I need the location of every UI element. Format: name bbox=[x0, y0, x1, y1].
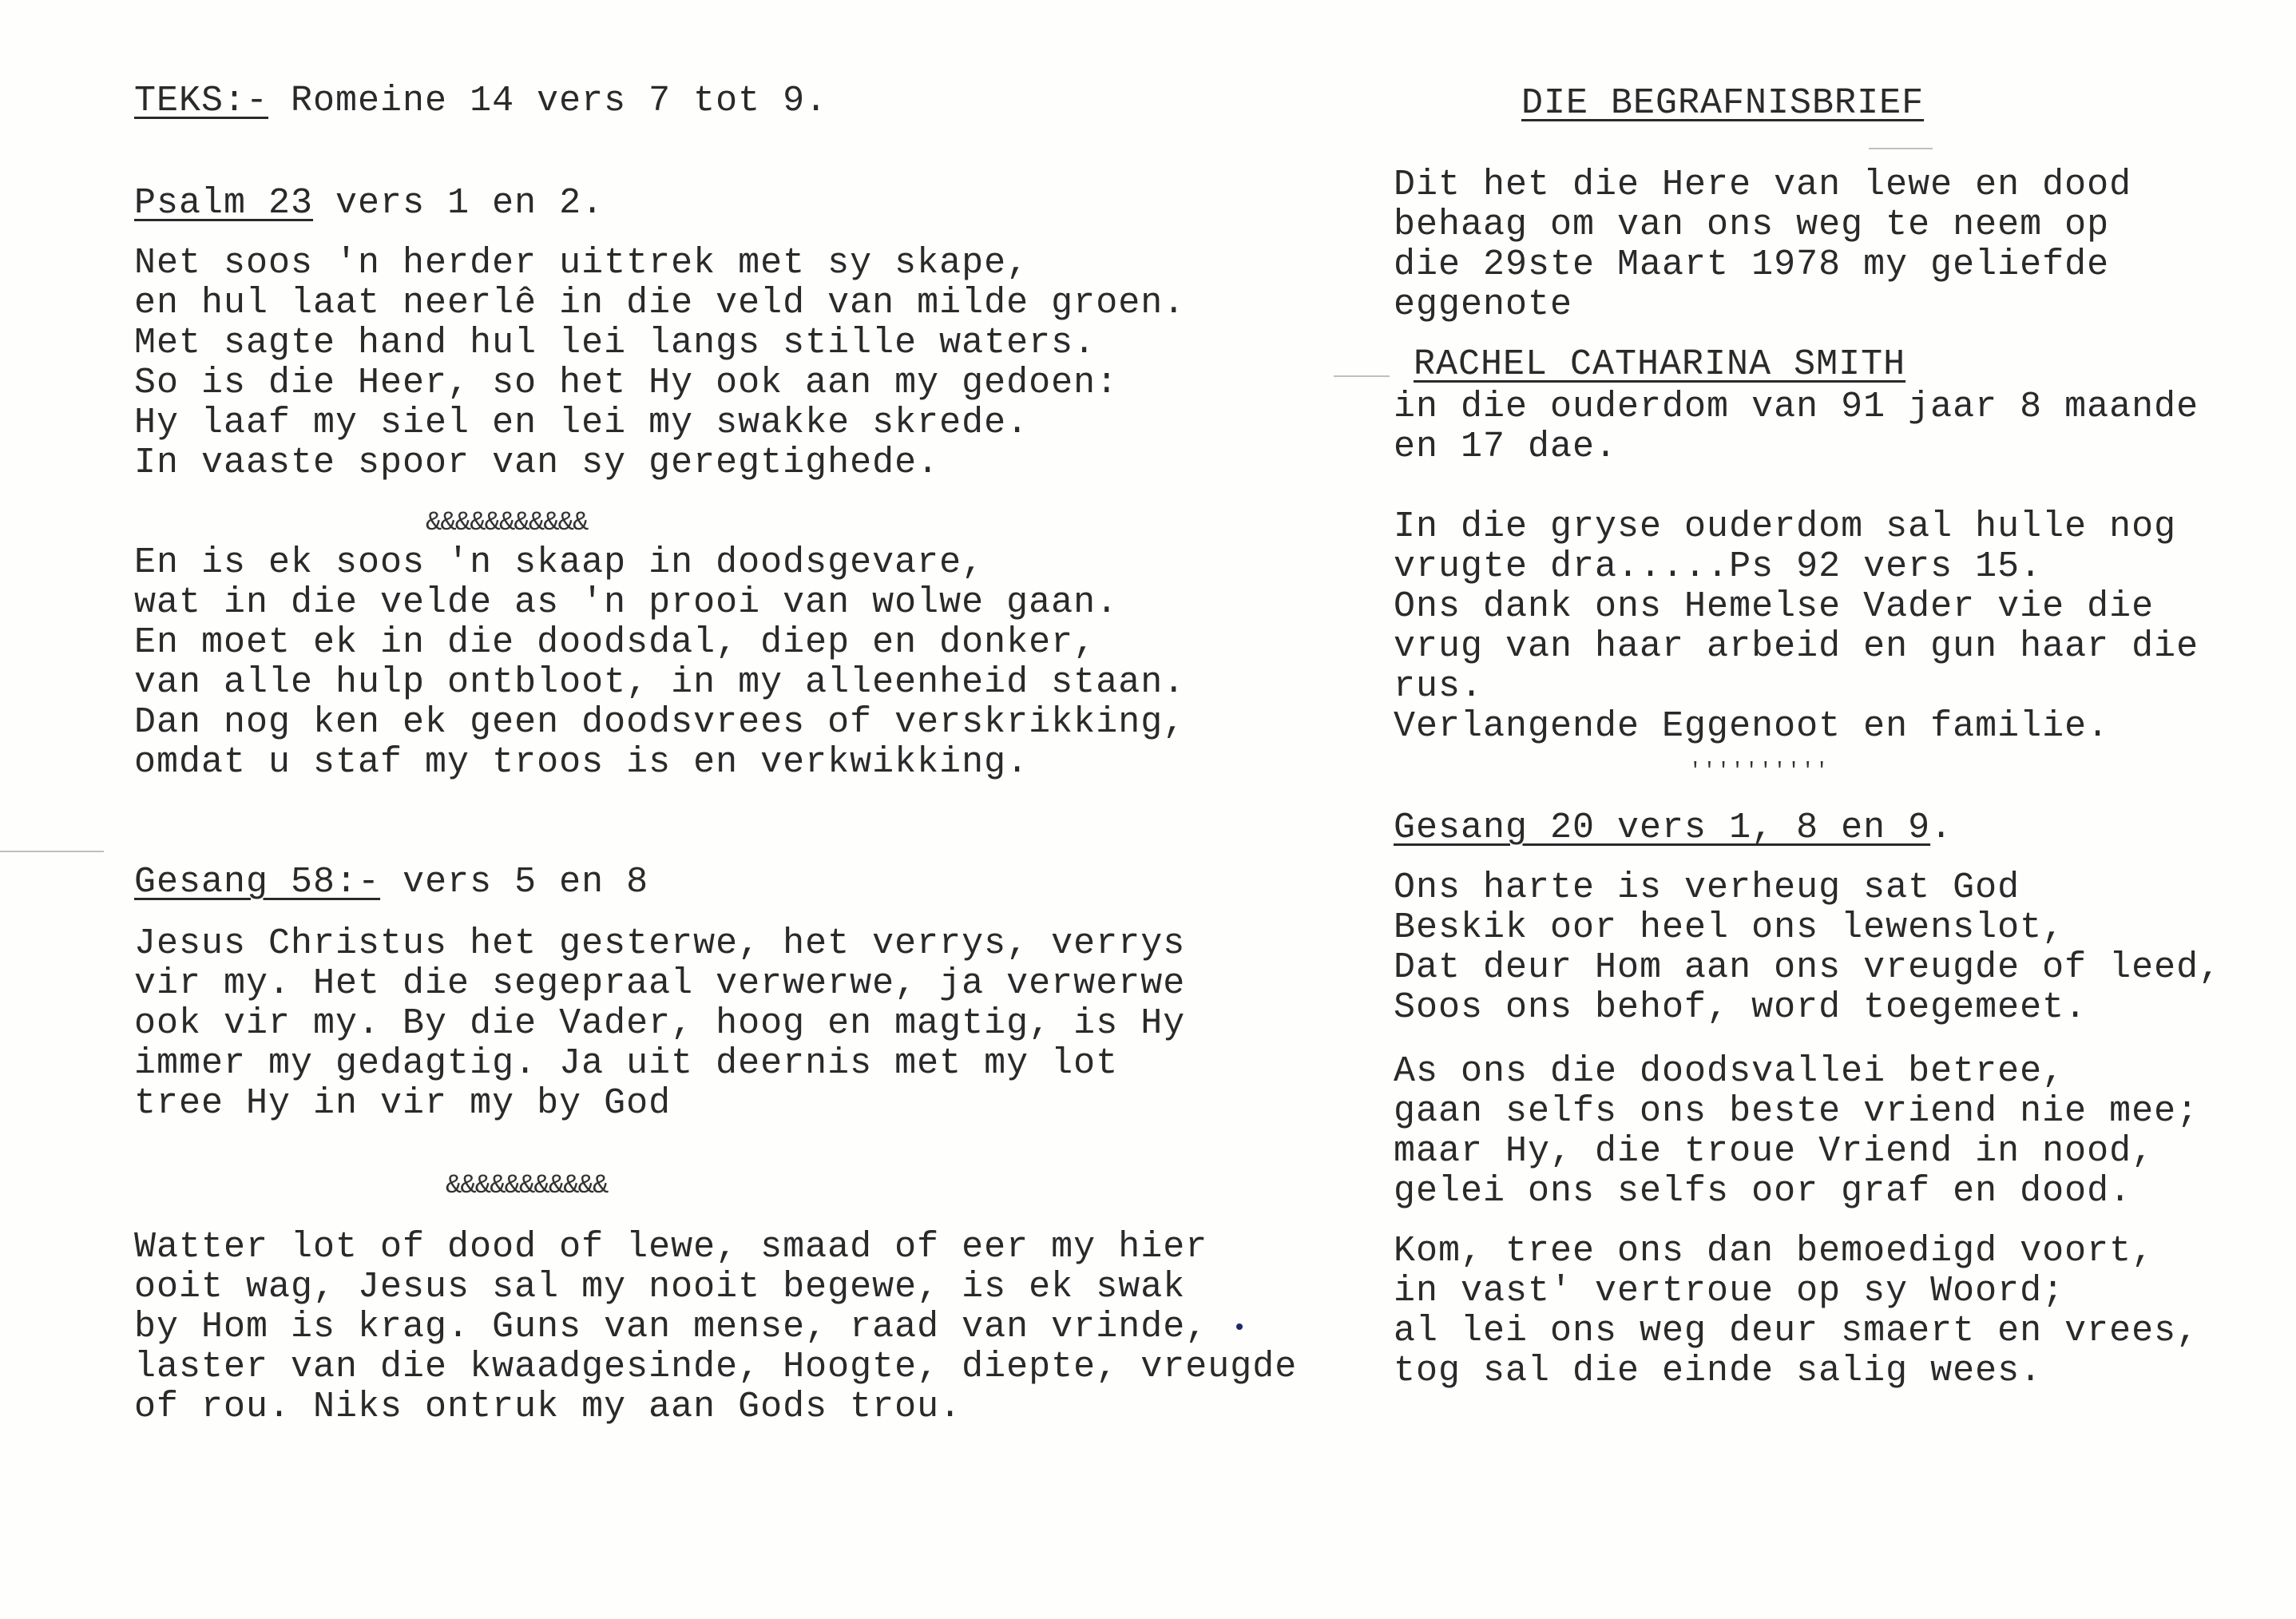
thanks-line: vrugte dra.....Ps 92 vers 15. bbox=[1394, 546, 2043, 587]
right-column bbox=[1394, 0, 2222, 1557]
notice-line: die 29ste Maart 1978 my geliefde bbox=[1394, 244, 2110, 285]
thanks-line: rus. bbox=[1394, 666, 1484, 707]
psalm-line: Hy laaf my siel en lei my swakke skrede. bbox=[134, 403, 1029, 443]
hymn-line: gelei ons selfs oor graf en dood. bbox=[1394, 1171, 2132, 1212]
teks-label: TEKS:- bbox=[134, 81, 269, 121]
thanks-line: Ons dank ons Hemelse Vader vie die bbox=[1394, 586, 2155, 627]
left-column bbox=[134, 0, 1298, 1478]
hymn-line: by Hom is krag. Guns van mense, raad van vrinde, bbox=[134, 1307, 1208, 1347]
ampersand-separator: &&&&&&&&&&& bbox=[426, 508, 588, 538]
ampersand-separator: &&&&&&&&&&& bbox=[446, 1171, 608, 1201]
psalm-line: So is die Heer, so het Hy ook aan my gedoen: bbox=[134, 363, 1119, 403]
psalm-line: Net soos 'n herder uittrek met sy skape, bbox=[134, 243, 1029, 284]
hymn-line: maar Hy, die troue Vriend in nood, bbox=[1394, 1131, 2155, 1172]
psalm-line: In vaaste spoor van sy geregtighede. bbox=[134, 442, 940, 483]
tick-separator: '''''''''' bbox=[1689, 759, 1830, 783]
scan-artifact-line bbox=[1334, 375, 1390, 377]
psalm-line: van alle hulp ontbloot, in my alleenheid staan. bbox=[134, 662, 1186, 703]
hymn-line: Jesus Christus het gesterwe, het verrys, verrys bbox=[134, 923, 1186, 964]
scripture-text-line bbox=[134, 81, 827, 121]
hymn-line: of rou. Niks ontruk my aan Gods trou. bbox=[134, 1387, 962, 1427]
psalm-line: wat in die velde as 'n prooi van wolwe gaan. bbox=[134, 582, 1119, 623]
hymn-line: Soos ons behof, word toegemeet. bbox=[1394, 987, 2088, 1028]
age-line: en 17 dae. bbox=[1394, 427, 1618, 467]
teks-reference: Romeine 14 vers 7 tot 9. bbox=[268, 81, 828, 121]
notice-line: eggenote bbox=[1394, 284, 1573, 325]
hymn-line: Beskik oor heel ons lewenslot, bbox=[1394, 907, 2065, 948]
hymn-line: Dat deur Hom aan ons vreugde of leed, bbox=[1394, 947, 2222, 988]
deceased-name: RACHEL CATHARINA SMITH bbox=[1414, 344, 1906, 385]
scan-artifact-line bbox=[1869, 148, 1933, 149]
thanks-line: Verlangende Eggenoot en familie. bbox=[1394, 706, 2110, 747]
psalm-line: Dan nog ken ek geen doodsvrees of verskrikking, bbox=[134, 702, 1186, 743]
hymn-line: laster van die kwaadgesinde, Hoogte, diepte, vreugde bbox=[134, 1347, 1298, 1387]
psalm-line: En is ek soos 'n skaap in doodsgevare, bbox=[134, 542, 985, 583]
hymn-line: in vast' vertroue op sy Woord; bbox=[1394, 1271, 2065, 1311]
hymn-line: al lei ons weg deur smaert en vrees, bbox=[1394, 1311, 2199, 1351]
hymn-line: immer my gedagtig. Ja uit deernis met my lot bbox=[134, 1043, 1119, 1084]
hymn-line: ook vir my. By die Vader, hoog en magtig, is Hy bbox=[134, 1003, 1186, 1044]
psalm-23-heading: Psalm 23 vers 1 en 2. bbox=[134, 183, 605, 224]
thanks-line: vrug van haar arbeid en gun haar die bbox=[1394, 626, 2199, 667]
ink-spot bbox=[1236, 1323, 1243, 1330]
hymn-line: As ons die doodsvallei betree, bbox=[1394, 1051, 2065, 1092]
leaflet-title: DIE BEGRAFNISBRIEF bbox=[1521, 83, 1925, 124]
psalm-line: Met sagte hand hul lei langs stille waters. bbox=[134, 323, 1096, 363]
gesang-20-heading: Gesang 20 vers 1, 8 en 9. bbox=[1394, 808, 1953, 848]
hymn-line: vir my. Het die segepraal verwerwe, ja verwerwe bbox=[134, 963, 1186, 1004]
hymn-line: tog sal die einde salig wees. bbox=[1394, 1351, 2043, 1391]
notice-line: behaag om van ons weg te neem op bbox=[1394, 204, 2110, 245]
gesang-58-heading: Gesang 58:- vers 5 en 8 bbox=[134, 862, 649, 903]
age-line: in die ouderdom van 91 jaar 8 maande bbox=[1394, 387, 2199, 427]
hymn-line: gaan selfs ons beste vriend nie mee; bbox=[1394, 1091, 2199, 1132]
hymn-line: Watter lot of dood of lewe, smaad of eer my hier bbox=[134, 1227, 1208, 1268]
hymn-line: Kom, tree ons dan bemoedigd voort, bbox=[1394, 1231, 2155, 1272]
scan-artifact-line bbox=[0, 851, 104, 852]
psalm-line: omdat u staf my troos is en verkwikking. bbox=[134, 742, 1029, 783]
psalm-line: En moet ek in die doodsdal, diep en donker, bbox=[134, 622, 1096, 663]
hymn-line: tree Hy in vir my by God bbox=[134, 1083, 672, 1124]
psalm-line: en hul laat neerlê in die veld van milde groen. bbox=[134, 283, 1186, 323]
hymn-line: Ons harte is verheug sat God bbox=[1394, 867, 2020, 908]
thanks-line: In die gryse ouderdom sal hulle nog bbox=[1394, 506, 2177, 547]
hymn-line: ooit wag, Jesus sal my nooit begewe, is ek swak bbox=[134, 1267, 1186, 1308]
notice-line: Dit het die Here van lewe en dood bbox=[1394, 165, 2132, 205]
